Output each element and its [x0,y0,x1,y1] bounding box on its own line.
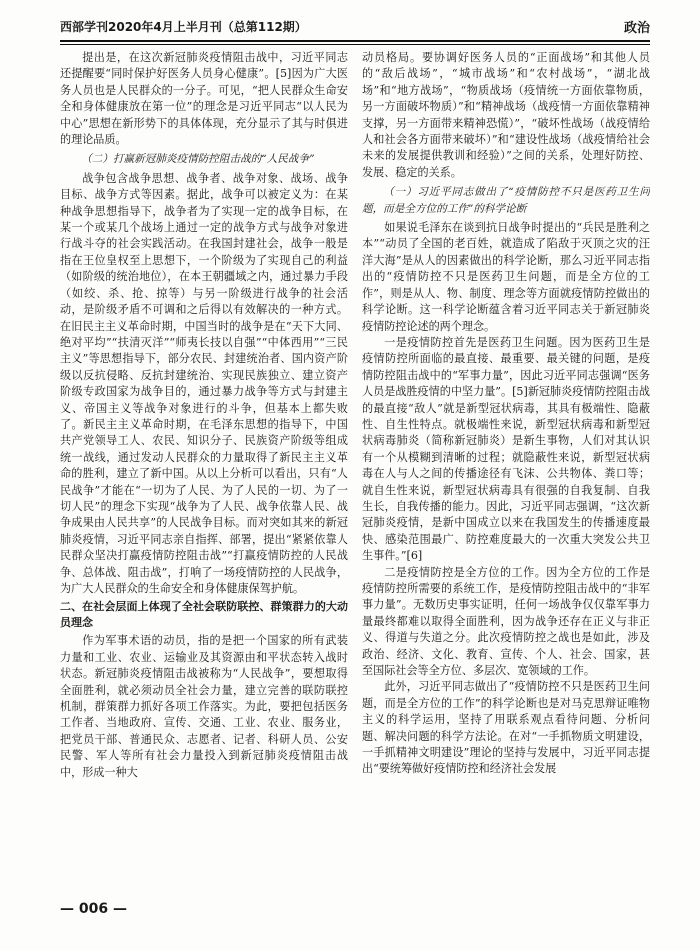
paragraph: 一是疫情防控首先是医药卫生问题。因为医药卫生是疫情防控所面临的最直接、最重要、最关键的问题，是疫情防控阻击战中的“军事力量”，因此习近平同志强调“医务人员是战胜疫情的中坚力量”。[5]新冠肺炎疫情防控阻击战的最直接“敌人”就是新型冠状病毒，其具有极端性、隐蔽性、自生性特点。就极端性来说，新型冠状病毒和新型冠状病毒肺炎（简称新冠肺炎）是新生事物，人们对其认识有一个从模糊到清晰的过程；就隐蔽性来说，新型冠状病毒在人与人之间的传播途径有飞沫、公共物体、粪口等；就自生性来说，新型冠状病毒具有很强的自我复制、自我生长，自我传播的能力。因此，习近平同志强调，“这次新冠肺炎疫情，是新中国成立以来在我国发生的传播速度最快、感染范围最广、防控难度最大的一次重大突发公共卫生事件。”[6] [362,335,650,563]
section-label: 政治 [623,21,650,36]
left-column [60,50,348,882]
running-header [60,16,650,38]
right-column [362,50,650,882]
paragraph: 此外，习近平同志做出了“疫情防控不只是医药卫生问题，而是全方位的工作”的科学论断也是对马克思辩证唯物主义的科学运用，坚持了用联系观点看待问题、分析问题、解决问题的科学方法论。在对“一手抓物质文明建设，一手抓精神文明建设”理论的坚持与发展中，习近平同志提出“要统筹做好疫情防控和经济社会发展 [362,680,650,776]
journal-title: 西部学刊2020年4月上半月刊（总第112期） [60,20,307,34]
paragraph: 作为军事术语的动员，指的是把一个国家的所有武装力量和工业、农业、运输业及其资源由和平状态转入战时状态。新冠肺炎疫情阻击战被称为“人民战争”，要想取得全面胜利，就必须动员全社会力量，建立完善的联防联控机制，群策群力抓好各项工作落实。为此，要把包括医务工作者、当地政府、宣传、交通、工业、农业、服务业，把党员干部、普通民众、志愿者、记者、科研人员、公安民警、军人等所有社会力量投入到新冠肺炎疫情阻击战中，形成一种大 [60,634,348,779]
page-number: — 006 — [60,901,127,917]
header-rule-thick [60,40,650,42]
paragraph: 二是疫情防控是全方位的工作。因为全方位的工作是疫情防控所需要的系统工作，是疫情防控阻击战中的“非军事力量”。无数历史事实证明，任何一场战争仅仅靠军事力量最终都难以取得全面胜利，因为战争还存在正义与非正义、得道与失道之分。此次疫情防控之战也是如此，涉及政治、经济、文化、教育、宣传、个人、社会、国家，甚至国际社会等全方位、多层次、宽领域的工作。 [362,565,650,678]
subheading: （一）习近平同志做出了“疫情防控不只是医药卫生问题，而是全方位的工作”的科学论断 [362,186,650,215]
subheading: （二）打赢新冠肺炎疫情防控阻击战的“人民战争” [81,153,315,166]
paragraph: 提出是，在这次新冠肺炎疫情阻击战中，习近平同志还提醒要“同时保护好医务人员身心健康”。[5]因为广大医务人员也是人民群众的一分子。可见，“把人民群众生命安全和身体健康放在第一位”的理念是习近平同志“以人民为中心”思想在新形势下的具体体现，充分显示了其与时俱进的理论品质。 [60,51,348,147]
paragraph: 动员格局。要协调好医务人员的“正面战场”和其他人员的“敌后战场”，“城市战场”和“农村战场”，“湖北战场”和“地方战场”，“物质战场（疫情统一方面依靠物质，另一方面破坏物质）”和“精神战场（战疫情一方面依靠精神支撑，另一方面带来精神恐慌）”，“破坏性战场（战疫情给人和社会各方面带来破坏）”和“建设性战场（战疫情给社会未来的发展提供教训和经验）”之间的关系，处理好防控、发展、稳定的关系。 [362,51,650,179]
paragraph: 战争包含战争思想、战争者、战争对象、战场、战争目标、战争方式等因素。据此，战争可以被定义为：在某种战争思想指导下，战争者为了实现一定的战争目标，在某一个或某几个战场上通过一定的战争方式与战争对象进行战斗夺的社会实践活动。在我国封建社会，战争一般是指在王位皇权至上思想下，一个阶级为了实现自己的利益（如阶级的统治地位），在本王朝疆域之内，通过暴力手段（如绞、杀、抢、掠等）与另一阶级进行战争的社会活动，是阶级矛盾不可调和之后得以有效解决的一种方式。在旧民主主义革命时期，中国当时的战争是在“天下大同、绝对平均”“扶清灭洋”“师夷长技以自强”“中体西用”“三民主义”等思想指导下，部分农民、封建统治者、国内资产阶级以反抗侵略、反抗封建统治、实现民族独立、建立资产阶级专政国家为战争目的，通过暴力战争等方式与封建主义、帝国主义等战争对象进行的斗争，但基本上都失败了。新民主主义革命时期，在毛泽东思想的指导下，中国共产党领导工人、农民、知识分子、民族资产阶级等组成统一战线，通过发动人民群众的力量取得了新民主主义革命的胜利，建立了新中国。从以上分析可以看出，只有“人民战争”才能在“一切为了人民、为了人民的一切、为了一切人民”的理念下实现“战争为了人民、战争依靠人民、战争成果由人民共享”的人民战争目标。而对突如其来的新冠肺炎疫情，习近平同志亲自指挥、部署，提出“紧紧依靠人民群众坚决打赢疫情防控阻击战”“打赢疫情防控的人民战争、总体战、阻击战”，打响了一场疫情防控的人民战争，为广大人民群众的生命安全和身体健康保驾护航。 [60,171,348,595]
header-rule-thin [60,44,650,45]
paragraph: 如果说毛泽东在谈到抗日战争时提出的“兵民是胜利之本”“动员了全国的老百姓，就造成了陷敌于灭顶之灾的汪洋大海”是从人的因素做出的科学论断，那么习近平同志指出的“疫情防控不只是医药卫生问题，而是全方位的工作”，则是从人、物、制度、理念等方面就疫情防控做出的科学论断。这一科学论断蕴含着习近平同志关于新冠肺炎疫情防控论述的两个理念。 [362,221,650,333]
section-heading: 二、在社会层面上体现了全社会联防联控、群策群力的大动员理念 [60,600,348,630]
